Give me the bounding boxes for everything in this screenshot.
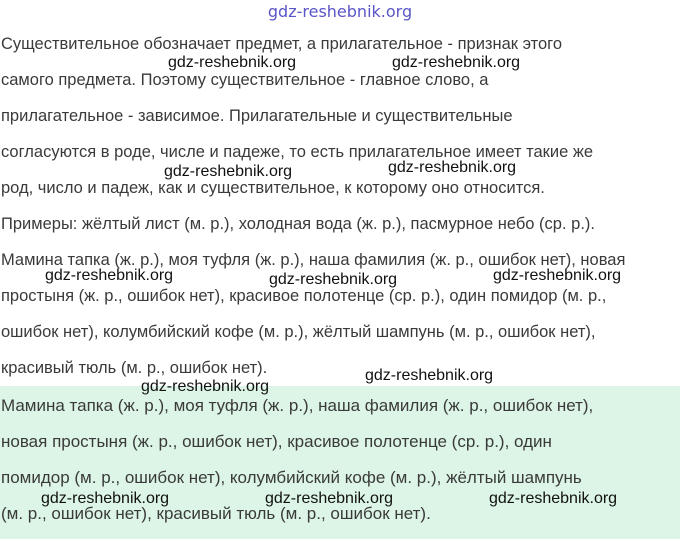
watermark: gdz-reshebnik.org: [489, 490, 618, 507]
watermark: gdz-reshebnik.org: [168, 54, 297, 71]
watermark: gdz-reshebnik.org: [493, 267, 622, 284]
watermark: gdz-reshebnik.org: [265, 490, 394, 507]
answer-text: Мамина тапка (ж. р.), моя туфля (ж. р.), наша фамилия (ж. р., ошибок нет), новая простыня (ж. р., ошибок нет), красивое полотенце (ср. р.), один помидор (м. р., ошибок нет), колумбийский кофе (м. р.), жёлтый шампунь (м. р., ошибок нет), красивый тюль (м. р., ошибок нет).: [1, 396, 594, 523]
watermark: gdz-reshebnik.org: [392, 54, 521, 71]
watermark: gdz-reshebnik.org: [365, 367, 494, 384]
watermark: gdz-reshebnik.org: [388, 159, 517, 176]
watermark: gdz-reshebnik.org: [45, 267, 174, 284]
site-watermark-header: gdz-reshebnik.org: [267, 2, 413, 21]
explanation-text: Существительное обозначает предмет, а прилагательное - признак этого самого предмета. Поэтому существительное - главное слово, а прилагательное - зависимое. Прилагательные и существительные согласуются в роде, числе и падеже, то есть прилагательное имеет такие же род, число и падеж, как и существительное, к которому оно относится. Примеры: жёлтый лист (м. р.), холодная вода (ж. р.), пасмурное небо (ср. р.). Мамина тапка (ж. р.), моя туфля (ж. р.), наша фамилия (ж. р., ошибок нет), новая простыня (ж. р., ошибок нет), красивое полотенце (ср. р.), один помидор (м. р., ошибок нет), колумбийский кофе (м. р.), жёлтый шампунь (м. р., ошибок нет), красивый тюль (м. р., ошибок нет).: [1, 35, 626, 377]
watermark: gdz-reshebnik.org: [269, 271, 398, 288]
watermark: gdz-reshebnik.org: [141, 378, 270, 395]
answer-box: [0, 386, 680, 539]
watermark: gdz-reshebnik.org: [41, 490, 170, 507]
watermark: gdz-reshebnik.org: [164, 163, 293, 180]
